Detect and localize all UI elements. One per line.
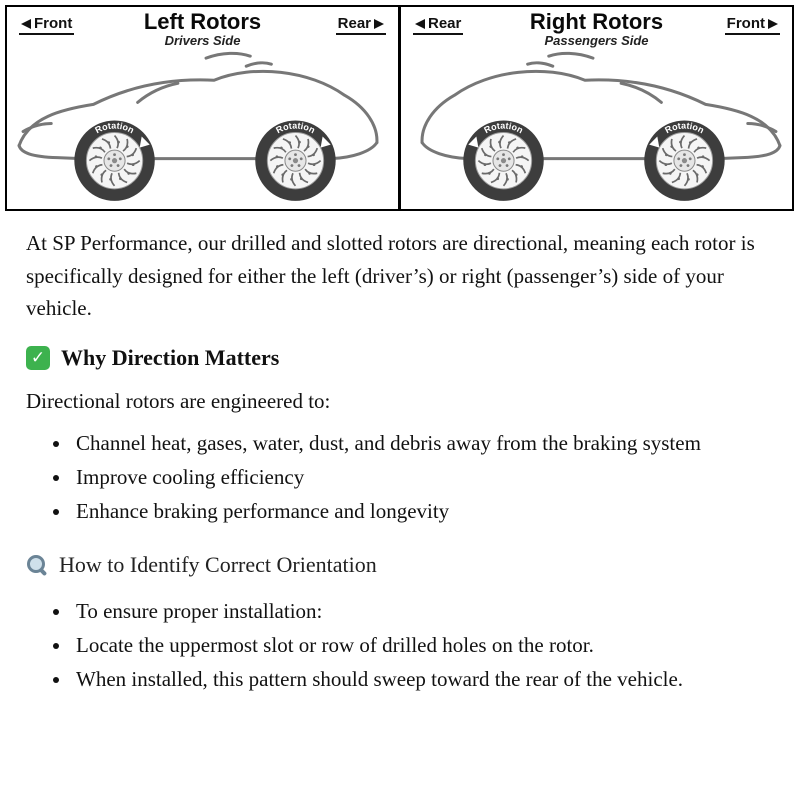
rear-direction-label xyxy=(336,15,386,35)
rotor-direction-diagram xyxy=(0,0,800,211)
arrow-right-icon xyxy=(374,19,384,29)
orientation-list xyxy=(26,594,774,696)
rotation-label: Rotation xyxy=(482,120,525,136)
document-body xyxy=(0,211,800,696)
arrow-right-icon xyxy=(768,19,778,29)
list-item: • When installed, this pattern should sweep toward the rear of the vehicle. xyxy=(72,662,774,696)
list-item: • Channel heat, gases, water, dust, and debris away from the braking system xyxy=(72,426,774,460)
direction-text: Rear xyxy=(337,15,371,32)
magnifier-icon xyxy=(26,554,48,576)
left-rotors-panel xyxy=(5,5,400,211)
heading-text: How to Identify Correct Orientation xyxy=(59,551,377,577)
benefits-list xyxy=(26,426,774,528)
list-item: • Locate the uppermost slot or row of drilled holes on the rotor. xyxy=(72,628,774,662)
front-direction-label xyxy=(725,15,780,35)
right-rotors-panel xyxy=(399,5,794,211)
direction-text: Front xyxy=(34,15,73,32)
panel-title: Left Rotors xyxy=(143,9,262,34)
list-item: • To ensure proper installation: xyxy=(72,594,774,628)
panel-subtitle: Passengers Side xyxy=(544,33,649,49)
right-car-illustration xyxy=(403,45,790,209)
direction-text: Rear xyxy=(428,15,462,32)
panel-title: Right Rotors xyxy=(529,9,664,34)
rotation-label: Rotation xyxy=(93,120,136,136)
rotation-label: Rotation xyxy=(663,120,706,136)
direction-text: Front xyxy=(726,15,765,32)
left-car-illustration xyxy=(9,45,396,209)
panel-subtitle: Drivers Side xyxy=(164,33,241,49)
list-item: • Improve cooling efficiency xyxy=(72,460,774,494)
rotation-label: Rotation xyxy=(274,120,317,136)
section-heading-identify-orientation xyxy=(26,552,774,578)
car-outline xyxy=(422,53,780,201)
lead-paragraph: Directional rotors are engineered to: xyxy=(26,388,331,413)
section-heading-why-direction-matters xyxy=(26,345,774,371)
list-item: • Enhance braking performance and longevity xyxy=(72,494,774,528)
intro-paragraph: At SP Performance, our drilled and slotted rotors are directional, meaning each rotor is specifically designed for either the left (driver’s) or right (passenger’s) side of your vehicle. xyxy=(26,231,755,321)
heading-text: Why Direction Matters xyxy=(61,344,280,370)
check-icon: ✓ xyxy=(26,346,50,370)
car-outline xyxy=(19,53,377,201)
